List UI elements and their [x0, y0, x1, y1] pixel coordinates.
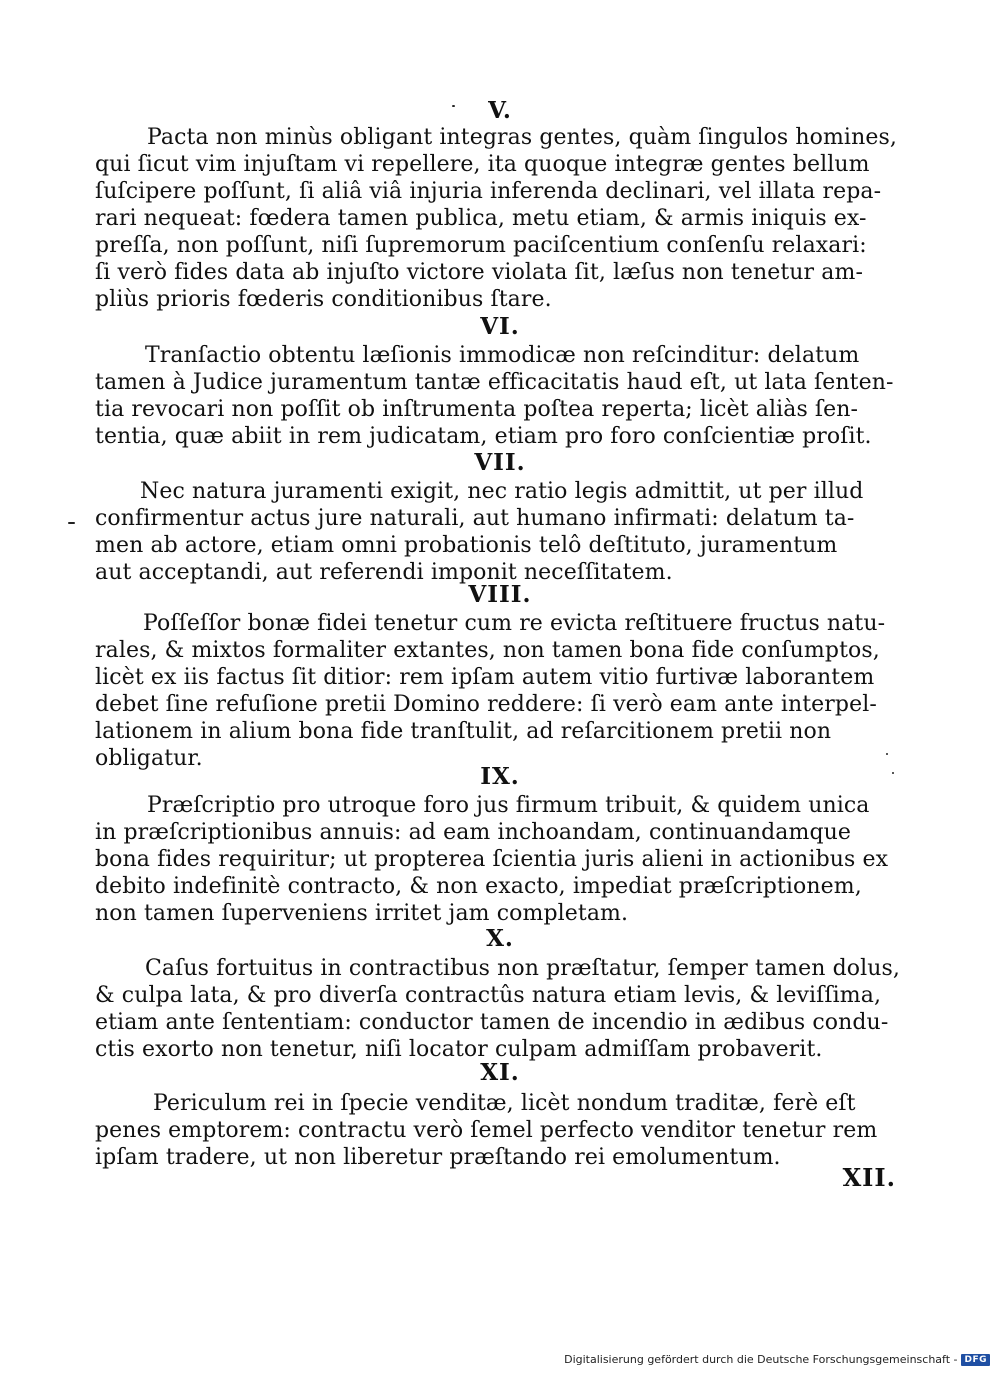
section-v-line: preſſa, non poſſunt, niſi ſupremorum paciſcentium conſenſu relaxari:: [95, 233, 867, 258]
section-x-line: ctis exorto non tenetur, niſi locator culpam admiſſam probaverit.: [95, 1037, 823, 1062]
section-v-line: Pacta non minùs obligant integras gentes, quàm ſingulos homines,: [147, 125, 897, 150]
section-xi-line: ipſam tradere, ut non liberetur præſtando rei emolumentum.: [95, 1145, 781, 1170]
section-heading-viii: VIII.: [468, 581, 532, 608]
section-x-line: etiam ante ſententiam: conductor tamen de incendio in ædibus condu-: [95, 1010, 889, 1035]
section-ix-line: bona fides requiritur; ut propterea ſcientia juris alieni in actionibus ex: [95, 847, 889, 872]
section-ix-line: in præſcriptionibus annuis: ad eam inchoandam, continuandamque: [95, 820, 852, 845]
footer-text: Digitalisierung gefördert durch die Deutsche Forschungsgemeinschaft -: [564, 1353, 958, 1366]
section-vi-line: tamen à Judice juramentum tantæ efficacitatis haud eſt, ut lata ſenten-: [95, 370, 894, 395]
section-vii-line: Nec natura juramenti exigit, nec ratio legis admittit, ut per illud: [140, 479, 864, 504]
section-vii-line: confirmentur actus jure naturali, aut humano infirmati: delatum ta-: [95, 506, 855, 531]
scan-speck: [886, 753, 888, 755]
catchword: XII.: [842, 1163, 896, 1192]
section-x-line: Caſus fortuitus in contractibus non præſtatur, ſemper tamen dolus,: [145, 956, 901, 981]
section-heading-x: X.: [486, 925, 514, 952]
section-xi-line: Periculum rei in ſpecie venditæ, licèt nondum traditæ, ferè eſt: [153, 1091, 856, 1116]
section-vi-line: tentia, quæ abiit in rem judicatam, etiam pro foro conſcientiæ proſit.: [95, 424, 872, 449]
section-v-line: rari nequeat: fœdera tamen publica, metu etiam, & armis iniquis ex-: [95, 206, 867, 231]
scan-speck: [452, 105, 455, 107]
section-xi-line: penes emptorem: contractu verò ſemel perfecto venditor tenetur rem: [95, 1118, 878, 1143]
section-v-line: ſuſcipere poſſunt, ſi aliâ viâ injuria inferenda declinari, vel illata repa-: [95, 179, 882, 204]
section-heading-ix: IX.: [480, 763, 520, 790]
section-viii-line: obligatur.: [95, 746, 203, 771]
section-v-line: qui ſicut vim injuſtam vi repellere, ita quoque integræ gentes bellum: [95, 152, 870, 177]
section-ix-line: Præſcriptio pro utroque foro jus firmum tribuit, & quidem unica: [147, 793, 870, 818]
section-vii-line: men ab actore, etiam omni probationis telô deſtituto, juramentum: [95, 533, 838, 558]
section-vi-line: Tranſactio obtentu læſionis immodicæ non reſcinditur: delatum: [145, 343, 860, 368]
digitization-footer: [564, 1353, 990, 1366]
section-viii-line: licèt ex iis factus ſit ditior: rem ipſam autem vitio furtivæ laborantem: [95, 665, 875, 690]
section-heading-xi: XI.: [480, 1059, 520, 1086]
section-heading-vii: VII.: [474, 449, 526, 476]
section-x-line: & culpa lata, & pro diverſa contractûs natura etiam levis, & leviſſima,: [95, 983, 882, 1008]
section-vii-line: aut acceptandi, aut referendi imponit neceſſitatem.: [95, 560, 673, 585]
section-v-line: pliùs prioris fœderis conditionibus ſtare.: [95, 287, 552, 312]
section-v-line: ſi verò fides data ab injuſto victore violata ſit, læſus non tenetur am-: [95, 260, 863, 285]
section-heading-vi: VI.: [480, 313, 520, 340]
dfg-logo: DFG: [961, 1354, 990, 1366]
section-viii-line: debet ſine refuſione pretii Domino reddere: ſi verò eam ante interpel-: [95, 692, 877, 717]
section-viii-line: Poſſeſſor bonæ fidei tenetur cum re evicta reſtituere fructus natu-: [143, 611, 886, 636]
section-ix-line: non tamen ſuperveniens irritet jam completam.: [95, 901, 629, 926]
section-vi-line: tia revocari non poſſit ob inſtrumenta poſtea reperta; licèt aliàs ſen-: [95, 397, 859, 422]
section-viii-line: lationem in alium bona fide tranſtulit, ad reſarcitionem pretii non: [95, 719, 832, 744]
section-viii-line: rales, & mixtos formaliter extantes, non tamen bona fide conſumptos,: [95, 638, 880, 663]
section-heading-v: V.: [488, 97, 512, 124]
section-ix-line: debito indefinitè contracto, & non exacto, impediat præſcriptionem,: [95, 874, 862, 899]
scan-speck: [892, 772, 894, 774]
margin-dash: [68, 522, 75, 524]
